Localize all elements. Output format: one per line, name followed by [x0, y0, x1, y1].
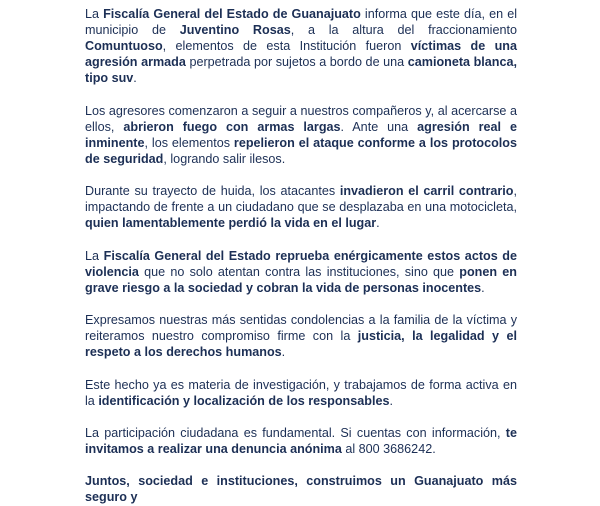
bold-text: víctimas de una agresión armada — [85, 39, 517, 70]
text: , logrando salir ilesos. — [163, 151, 286, 166]
text: , impactando de frente a un ciudadano que se desplazaba en una motocicleta, — [85, 184, 517, 215]
text: perpetrada por sujetos a bordo de una — [185, 55, 408, 70]
text: Los agresores comenzaron a seguir a nuestros compañeros y, al acercarse a ellos, — [85, 103, 517, 134]
bold-text: quien lamentablemente perdió la vida en el lugar — [85, 216, 377, 231]
text: que no solo atentan contra las instituciones, sino que — [138, 264, 460, 279]
text: La participación ciudadana es fundamental. Si cuentas con información, — [85, 426, 506, 440]
text: , los elementos — [144, 135, 234, 150]
bold-text: abrieron fuego con armas largas — [123, 119, 341, 134]
bold-text: repelieron el ataque conforme a los protocolos de seguridad — [85, 135, 518, 166]
bold-text: ponen en grave riesgo a la sociedad y cobran la vida de personas inocentes — [85, 264, 517, 295]
bold-text: identificación y localización de los responsables — [98, 393, 390, 408]
bold-text: camioneta blanca, tipo suv — [85, 55, 517, 86]
text: al 800 3686242. — [341, 442, 436, 457]
text: . — [481, 280, 485, 295]
paragraph — [85, 103, 517, 167]
press-release-document — [85, 6, 517, 506]
bold-text: Fiscalía General del Estado de Guanajuato — [103, 7, 361, 21]
paragraph — [85, 6, 517, 86]
paragraph — [85, 377, 517, 409]
bold-text: Juventino Rosas — [179, 23, 291, 38]
bold-text: justicia, la legalidad y el respeto a los derechos humanos — [85, 329, 517, 360]
text: La — [85, 7, 104, 21]
text: . — [389, 393, 393, 408]
text: . — [281, 345, 286, 360]
bold-text: te invitamos a realizar una denuncia anónima — [85, 426, 517, 457]
text: , a la altura del fraccionamiento — [290, 23, 517, 38]
bold-text: Comuntuoso — [85, 39, 163, 54]
paragraph — [85, 473, 517, 505]
text: Este hecho ya es materia de investigación, y trabajamos de forma activa en la — [85, 377, 517, 408]
text: . — [133, 71, 137, 86]
paragraph — [85, 312, 517, 360]
text: La — [85, 248, 104, 263]
bold-text: Juntos, sociedad e instituciones, construimos un Guanajuato más seguro y — [85, 474, 517, 505]
bold-text: invadieron el carril contrario — [339, 184, 514, 199]
paragraph — [85, 183, 517, 231]
text: . — [376, 216, 380, 231]
text: Durante su trayecto de huida, los atacantes — [85, 184, 340, 199]
text: Expresamos nuestras más sentidas condolencias a la familia de la víctima y reiteramos nuestro compromiso firme con la — [85, 313, 517, 344]
text: . Ante una — [340, 119, 418, 134]
paragraph — [85, 425, 517, 457]
paragraph — [85, 248, 517, 296]
bold-text: agresión real e inminente — [85, 119, 517, 150]
bold-text: Fiscalía General del Estado reprueba enérgicamente estos actos de violencia — [85, 248, 518, 279]
text: informa que este día, en el municipio de — [85, 7, 517, 38]
text: , elementos de esta Institución fueron — [162, 39, 411, 54]
